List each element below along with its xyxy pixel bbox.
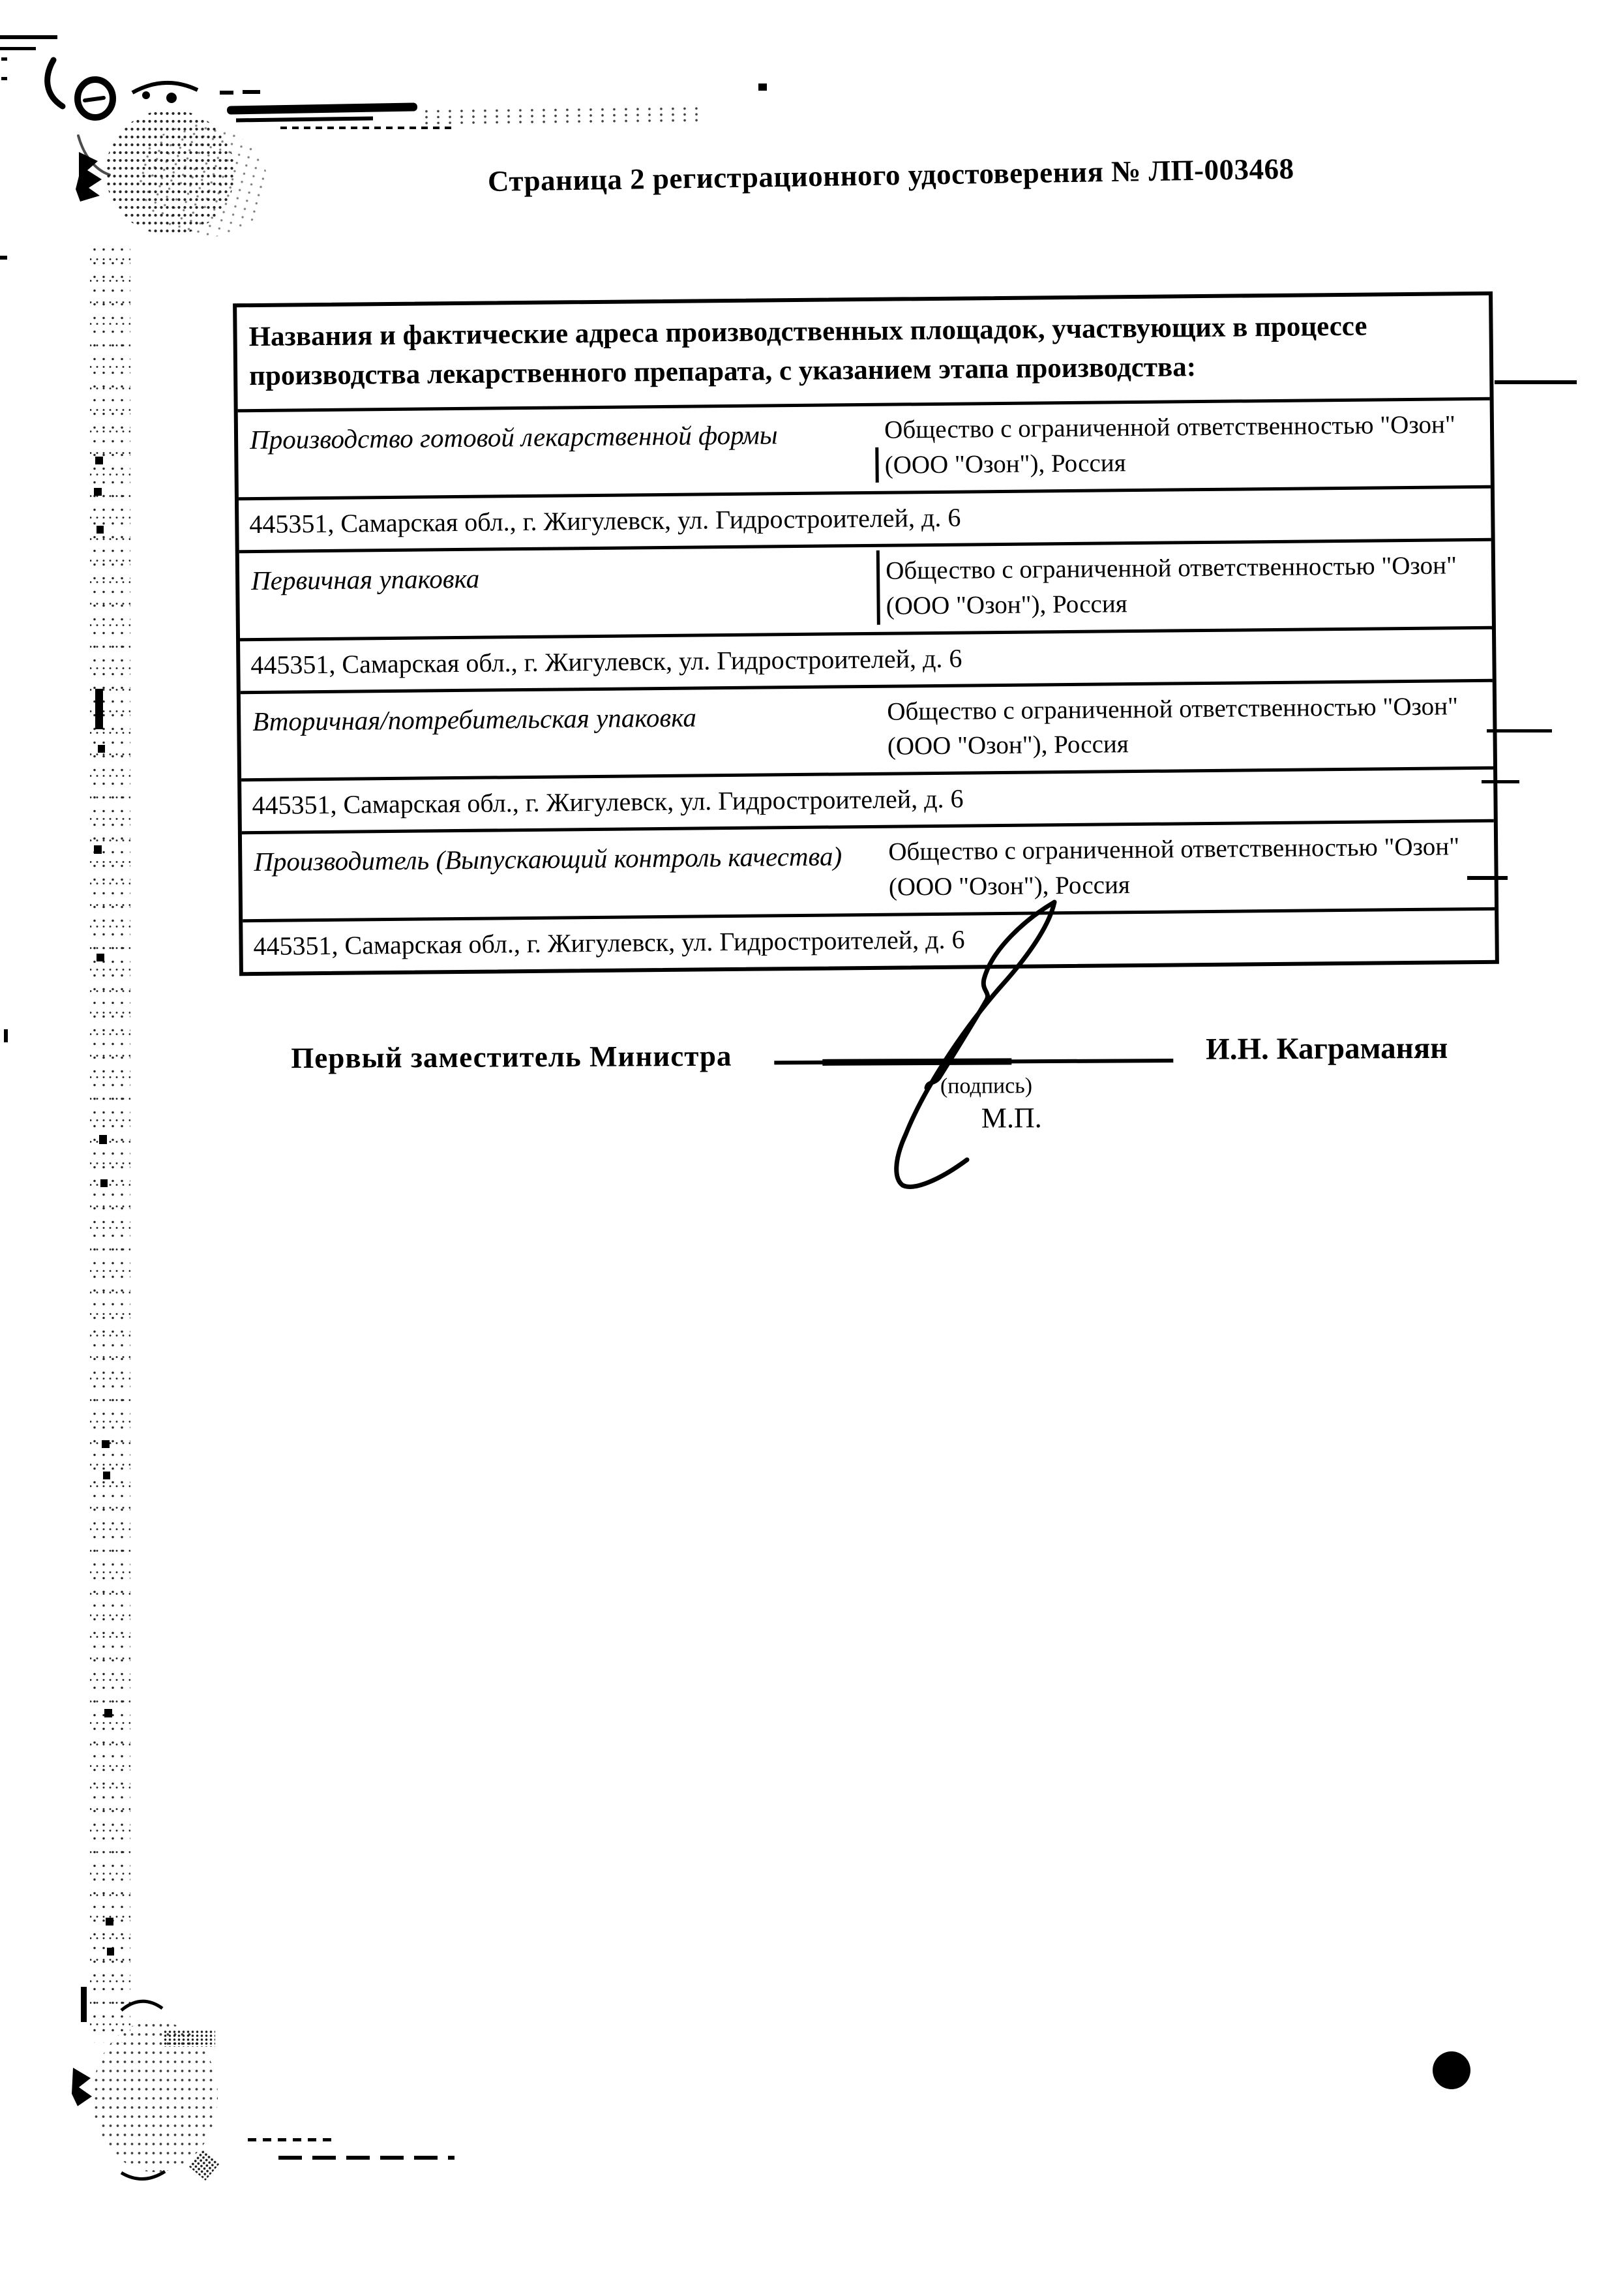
table-row-stage [239, 538, 1492, 638]
page-caption: Страница 2 регистрационного удостоверения № ЛП-003468 [487, 152, 1294, 198]
organization-cell: Общество с ограниченной ответственностью "Озон" (ООО "Озон"), Россия [888, 832, 1460, 901]
stage-cell: Вторичная/потребительская упаковка [252, 702, 697, 736]
signer-name: И.Н. Каграманян [1206, 1031, 1448, 1066]
black-dot [1433, 2051, 1470, 2089]
top-streak-trail [421, 106, 701, 127]
top-streak-smudge [236, 117, 373, 123]
bottom-dash-row [278, 2156, 455, 2160]
stamp-top-speckle-outer [126, 110, 280, 251]
left-edge-bar [81, 1987, 87, 2022]
stamp-bottom-blob [72, 2068, 92, 2106]
top-streak-smudge [227, 102, 417, 114]
stamp-bottom-arc [121, 2001, 165, 2179]
production-sites-table [233, 292, 1499, 976]
pen-loop-mark [48, 60, 113, 175]
stage-cell: Производитель (Выпускающий контроль качества) [254, 841, 842, 877]
bottom-hatch-marks [188, 2149, 220, 2181]
table-row-stage [238, 397, 1491, 497]
signer-position-title: Первый заместитель Министра [291, 1039, 732, 1075]
stage-cell: Первичная упаковка [250, 563, 480, 596]
top-streak-dashes [280, 127, 456, 129]
table-row-address: 445351, Самарская обл., г. Жигулевск, ул. Гидростроителей, д. 6 [243, 907, 1495, 972]
bottom-dash-row [248, 2138, 338, 2141]
seal-placeholder-label: М.П. [981, 1102, 1042, 1134]
organization-cell: Общество с ограниченной ответственностью "Озон" (ООО "Озон"), Россия [887, 691, 1459, 761]
table-row-address: 445351, Самарская обл., г. Жигулевск, ул. Гидростроителей, д. 6 [239, 485, 1491, 550]
table-header: Названия и фактические адреса производственных площадок, участвующих в процессе производства лекарственного препарата, с указанием этапа производства: [248, 310, 1367, 392]
table-row-stage [241, 678, 1493, 778]
left-edge-noise-strip [90, 243, 130, 2043]
table-row-address: 445351, Самарская обл., г. Жигулевск, ул. Гидростроителей, д. 6 [240, 626, 1493, 690]
signature-line [774, 1059, 1173, 1065]
organization-cell: Общество с ограниченной ответственностью "Озон" (ООО "Озон"), Россия [878, 541, 1492, 632]
signature-caption: (подпись) [940, 1074, 1033, 1098]
table-row-address: 445351, Самарская обл., г. Жигулевск, ул. Гидростроителей, д. 6 [241, 766, 1494, 831]
stamp-bottom-speckle [93, 2021, 218, 2172]
stamp-top-blob [76, 152, 102, 202]
organization-cell: Общество с ограниченной ответственностью "Озон" (ООО "Озон"), Россия [876, 400, 1491, 491]
signature-line-smear [822, 1058, 1011, 1066]
stamp-top-arc [132, 83, 198, 103]
table-row-stage [242, 819, 1495, 919]
stamp-bottom-scribble [163, 2030, 215, 2047]
stage-cell: Производство готовой лекарственной формы [249, 419, 778, 455]
stamp-top-speckle [106, 110, 235, 235]
